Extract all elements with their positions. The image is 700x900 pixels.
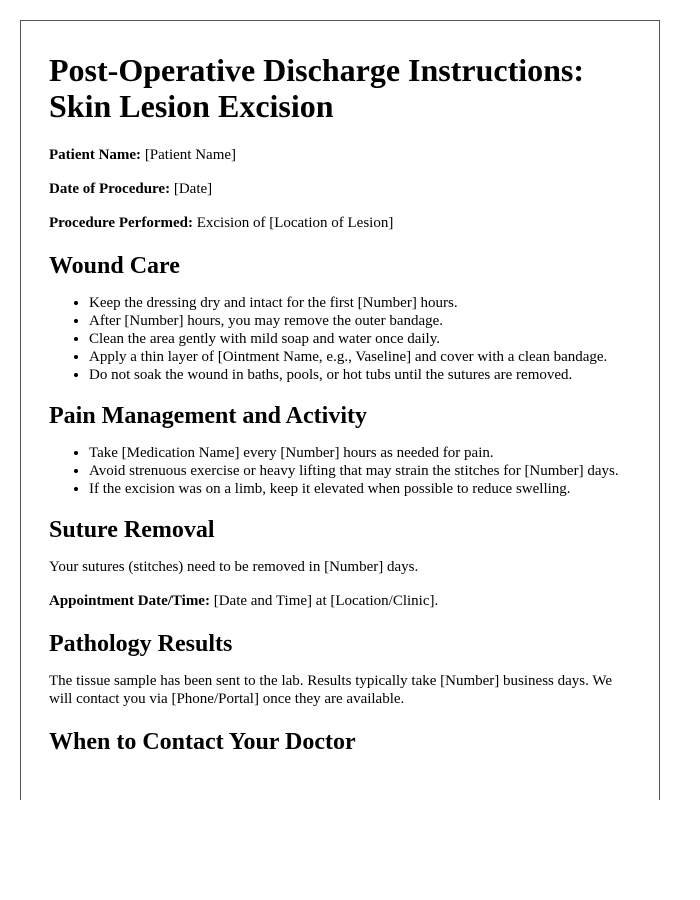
contact-doctor-heading: When to Contact Your Doctor — [49, 729, 356, 755]
list-item: • Avoid strenuous exercise or heavy lifting that may strain the stitches for [Number] days. — [89, 462, 631, 480]
appointment-line — [49, 592, 631, 610]
patient-name-value: [Patient Name] — [144, 147, 237, 163]
suture-removal-text: Your sutures (stitches) need to be removed in [Number] days. — [49, 559, 419, 575]
page-title: Post-Operative Discharge Instructions: Skin Lesion Excision — [49, 52, 585, 124]
appointment-label: Appointment Date/Time: — [49, 593, 210, 609]
procedure-date-label: Date of Procedure: — [49, 181, 171, 197]
wound-care-list — [49, 294, 631, 384]
list-item: • Apply a thin layer of [Ointment Name, e.g., Vaseline] and cover with a clean bandage. — [89, 348, 631, 366]
procedure-performed-label: Procedure Performed: — [49, 215, 193, 231]
pathology-heading: Pathology Results — [49, 631, 233, 657]
patient-name-label: Patient Name: — [49, 147, 142, 163]
procedure-performed-line — [49, 214, 631, 232]
list-item: • Clean the area gently with mild soap and water once daily. — [89, 330, 631, 348]
appointment-value: [Date and Time] at [Location/Clinic]. — [213, 593, 439, 609]
patient-name-line — [49, 146, 631, 164]
procedure-date-line — [49, 180, 631, 198]
wound-care-heading: Wound Care — [49, 253, 180, 279]
list-item: • Do not soak the wound in baths, pools, or hot tubs until the sutures are removed. — [89, 366, 631, 384]
pain-management-list — [49, 444, 631, 498]
procedure-date-value: [Date] — [173, 181, 213, 197]
pain-management-heading: Pain Management and Activity — [49, 403, 367, 429]
procedure-performed-value: Excision of [Location of Lesion] — [196, 215, 394, 231]
list-item: • After [Number] hours, you may remove the outer bandage. — [89, 312, 631, 330]
list-item: • If the excision was on a limb, keep it elevated when possible to reduce swelling. — [89, 480, 631, 498]
pathology-text: The tissue sample has been sent to the lab. Results typically take [Number] business days. We will contact you via [Phone/Portal] once they are available. — [49, 673, 612, 707]
document-page — [20, 20, 660, 800]
suture-removal-heading: Suture Removal — [49, 517, 215, 543]
list-item: • Take [Medication Name] every [Number] hours as needed for pain. — [89, 444, 631, 462]
document-content — [21, 21, 659, 756]
list-item: • Keep the dressing dry and intact for the first [Number] hours. — [89, 294, 631, 312]
